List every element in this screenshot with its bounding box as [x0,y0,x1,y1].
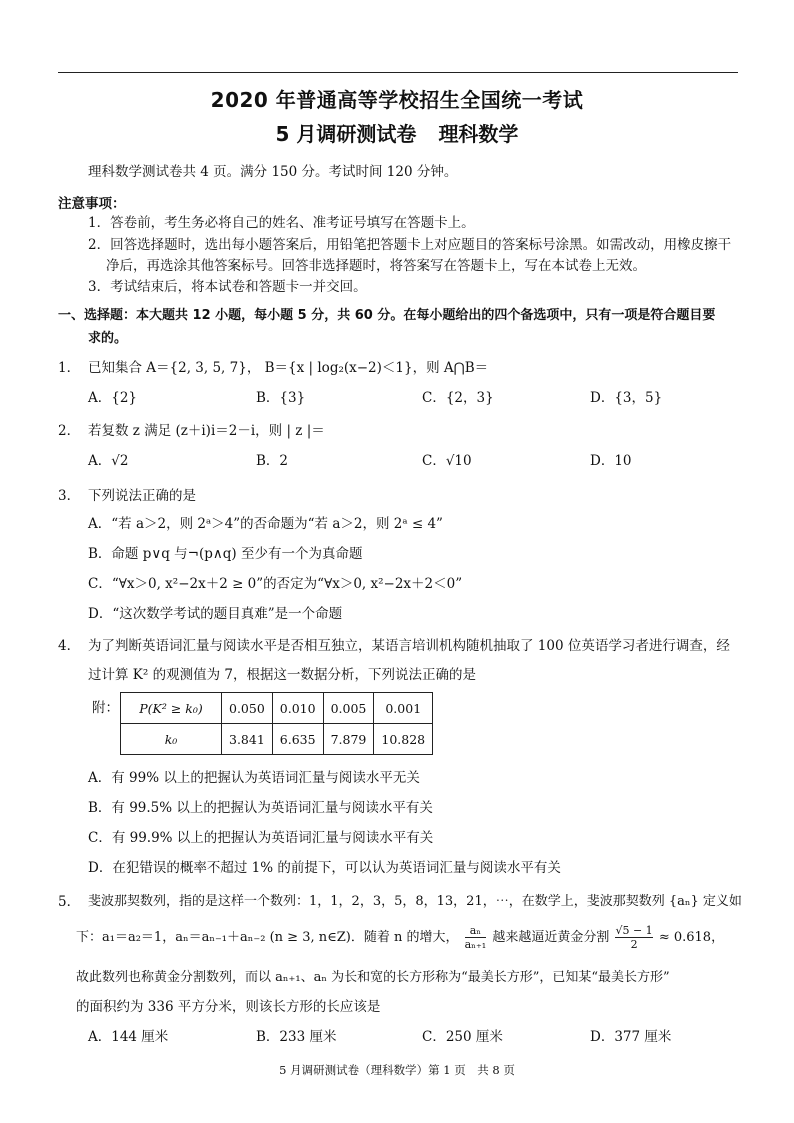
q4-option-a: A．有 99% 以上的把握认为英语词汇量与阅读水平无关 [88,770,420,786]
table-cell: 0.010 [272,693,323,724]
q2-option-a: A．√2 [88,453,129,469]
q5-stem-line2-part1: 下：a₁＝a₂＝1，aₙ＝aₙ₋₁＋aₙ₋₂ (n ≥ 3, n∈Z)．随着 n 的增大， [76,930,459,945]
subtitle-left: 5 月调研测试卷 [275,122,417,146]
table-cell: 0.050 [222,693,273,724]
critical-value-table [120,692,433,755]
page-footer: 5 月调研测试卷（理科数学）第 1 页 共 8 页 [279,1063,515,1077]
q5-stem-line2-part3: ≈ 0.618， [658,930,725,945]
q4-stem-line2: 过计算 K² 的观测值为 7，根据这一数据分析，下列说法正确的是 [88,667,476,683]
table-cell-head: P(K² ≥ k₀) [121,693,222,724]
table-row [121,724,433,755]
q3-option-a: A．“若 a＞2，则 2ᵃ＞4”的否命题为“若 a＞2，则 2ᵃ ≤ 4” [88,516,443,532]
q1-number: 1． [58,360,81,376]
subtitle-right: 理科数学 [438,122,519,146]
table-cell: 10.828 [374,724,433,755]
q2-option-b: B．2 [256,453,289,469]
q5-option-d: D．377 厘米 [590,1029,672,1045]
top-rule [58,72,738,73]
q5-stem-line3: 故此数列也称黄金分割数列，而以 aₙ₊₁、aₙ 为长和宽的长方形称为“最美长方形”，已知某“最美长方形” [76,970,670,985]
table-cell: 0.001 [374,693,433,724]
note-item-2: 2．回答选择题时，选出每小题答案后，用铅笔把答题卡上对应题目的答案标号涂黑。如需改动，用橡皮擦干 [88,237,732,253]
q5-stem-line2 [76,924,724,951]
golden-denominator: 2 [630,938,638,951]
q4-table-label: 附： [92,700,119,716]
q4-number: 4． [58,638,81,654]
q2-number: 2． [58,423,81,439]
intro-text: 理科数学测试卷共 4 页。满分 150 分。考试时间 120 分钟。 [88,164,458,180]
table-cell: 6.635 [272,724,323,755]
q3-stem: 下列说法正确的是 [88,488,196,504]
q5-stem-line1: 斐波那契数列，指的是这样一个数列：1，1，2，3，5，8，13，21，⋯，在数学上，斐波那契数列 {aₙ} 定义如 [88,894,742,909]
q4-option-d: D．在犯错误的概率不超过 1% 的前提下，可以认为英语词汇量与阅读水平有关 [88,860,561,876]
table-cell: 7.879 [323,724,374,755]
q5-number: 5． [58,894,81,910]
golden-ratio-fraction [615,924,652,951]
q2-option-d: D．10 [590,453,632,469]
q1-option-d: D．{3，5} [590,390,663,406]
golden-numerator: √5 − 1 [615,924,653,937]
q5-stem-line4: 的面积约为 336 平方分米，则该长方形的长应该是 [76,999,381,1015]
ratio-denominator: aₙ₊₁ [464,938,487,951]
q2-option-c: C．√10 [422,453,472,469]
q2-stem: 若复数 z 满足 (z＋i)i＝2－i，则 | z |＝ [88,423,325,439]
ratio-numerator: aₙ [465,924,487,938]
q5-option-c: C．250 厘米 [422,1029,503,1045]
section-heading-line1: 一、选择题：本大题共 12 小题，每小题 5 分，共 60 分。在每小题给出的四个备选项中，只有一项是符合题目要 [58,308,716,323]
q1-option-c: C．{2，3} [422,390,494,406]
q1-stem: 已知集合 A＝{2, 3, 5, 7}， B＝{x | log₂(x−2)＜1}，则 A⋂B＝ [88,360,489,376]
table-cell-head: k₀ [121,724,222,755]
q1-option-b: B．{3} [256,390,306,406]
q3-option-d: D．“这次数学考试的题目真难”是一个命题 [88,606,343,622]
table-cell: 0.005 [323,693,374,724]
q4-option-b: B．有 99.5% 以上的把握认为英语词汇量与阅读水平有关 [88,800,433,816]
q3-option-c: C．“∀x＞0, x²−2x＋2 ≥ 0”的否定为“∀x＞0, x²−2x＋2＜0” [88,576,463,592]
section-heading-line2: 求的。 [88,331,128,346]
q3-number: 3． [58,488,81,504]
note-item-3: 3．考试结束后，将本试卷和答题卡一并交回。 [88,279,367,295]
q4-stem-line1: 为了判断英语词汇量与阅读水平是否相互独立，某语言培训机构随机抽取了 100 位英语学习者进行调查，经 [88,638,730,654]
q5-option-a: A．144 厘米 [88,1029,169,1045]
q3-option-b: B．命题 p∨q 与¬(p∧q) 至少有一个为真命题 [88,546,363,562]
table-row [121,693,433,724]
note-item-2-cont: 净后，再选涂其他答案标号。回答非选择题时，将答案写在答题卡上，写在本试卷上无效。 [106,258,646,274]
q5-stem-line2-part2: 越来越逼近黄金分割 [492,930,610,945]
ratio-fraction [465,924,487,951]
table-cell: 3.841 [222,724,273,755]
note-item-1: 1．答卷前，考生务必将自己的姓名、准考证号填写在答题卡上。 [88,215,475,231]
exam-title: 2020 年普通高等学校招生全国统一考试 [210,88,584,112]
q1-option-a: A．{2} [88,390,138,406]
q4-option-c: C．有 99.9% 以上的把握认为英语词汇量与阅读水平有关 [88,830,434,846]
exam-subtitle [0,118,794,147]
q5-option-b: B．233 厘米 [256,1029,337,1045]
notes-heading: 注意事项： [58,196,126,212]
